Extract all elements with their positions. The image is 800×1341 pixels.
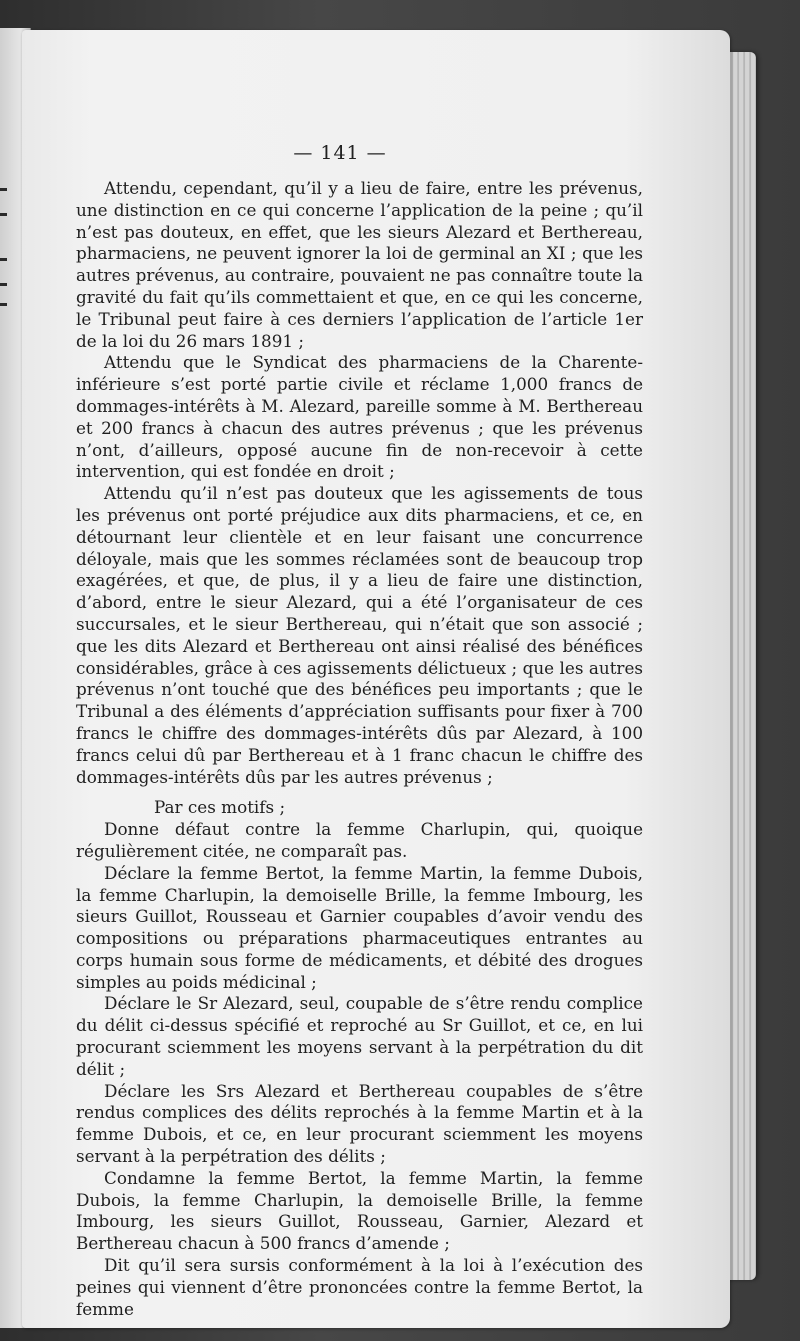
paragraph: Attendu, cependant, qu’il y a lieu de faire, entre les prévenus, une distinction en ce qui concerne l’application de la peine ; qu’il n’est pas douteux, en effet, que les sieurs Alezard et Berthereau, pharmaciens, ne peuvent ignorer la loi de germinal an XI ; que les autres prévenus, au contraire, pouvaient ne pas connaître toute la gravité du fait qu’ils commettaient et que, en ce qui les concerne, le Tribunal peut faire à ces derniers l’application de l’article 1er de la loi du 26 mars 1891 ; <box>76 178 643 351</box>
page-number: — 141 — <box>293 142 387 164</box>
previous-page-mark <box>0 213 7 216</box>
paragraph: Dit qu’il sera sursis conformément à la loi à l’exécution des peines qui viennent d’être prononcées contre la femme Bertot, la femme <box>76 1255 643 1319</box>
previous-page-mark <box>0 258 7 261</box>
paragraph: Donne défaut contre la femme Charlupin, qui, quoique régulièrement citée, ne comparaît pas. <box>76 819 643 861</box>
paragraph: Condamne la femme Bertot, la femme Martin, la femme Dubois, la femme Charlupin, la demoiselle Brille, la femme Imbourg, les sieurs Guillot, Rousseau, Garnier, Alezard et Berthereau chacun à 500 francs d’amende ; <box>76 1167 643 1254</box>
previous-page-mark <box>0 188 7 191</box>
previous-page-mark <box>0 303 7 306</box>
previous-page-mark <box>0 283 7 286</box>
paragraph: Déclare la femme Bertot, la femme Martin, la femme Dubois, la femme Charlupin, la demoiselle Brille, la femme Imbourg, les sieurs Guillot, Rousseau et Garnier coupables d’avoir vendu des compositions ou préparations pharmaceutiques entrantes au corps humain sous forme de médicaments, et débité des drogues simples au poids médicinal ; <box>76 862 643 992</box>
paragraph: Attendu qu’il n’est pas douteux que les agissements de tous les prévenus ont porté préjudice aux dits pharmaciens, et ce, en détournant leur clientèle et en leur faisant une concurrence déloyale, mais que les sommes réclamées sont de beaucoup trop exagérées, et que, de plus, il y a lieu de faire une distinction, d’abord, entre le sieur Alezard, qui a été l’organisateur de ces succursales, et le sieur Berthereau, qui n’était que son associé ; que les dits Alezard et Berthereau ont ainsi réalisé des bénéfices considérables, grâce à ces agissements délictueux ; que les autres prévenus n’ont touché que des bénéfices peu importants ; que le Tribunal a des éléments d’appréciation suffisants pour fixer à 700 francs le chiffre des dommages-intérêts dûs par Alezard, à 100 francs celui dû par Berthereau et à 1 franc chacun le chiffre des dommages-intérêts dûs par les autres prévenus ; <box>76 483 643 787</box>
paragraph: Attendu que le Syndicat des pharmaciens de la Charente-inférieure s’est porté partie civile et réclame 1,000 francs de dommages-intérêts à M. Alezard, pareille somme à M. Berthereau et 200 francs à chacun des autres prévenus ; que les prévenus n’ont, d’ailleurs, opposé aucune fin de non-recevoir à cette intervention, qui est fondée en droit ; <box>76 352 643 482</box>
body-text <box>76 178 643 1320</box>
paragraph: Déclare le Sr Alezard, seul, coupable de s’être rendu complice du délit ci-dessus spécifié et reproché au Sr Guillot, et ce, en lui procurant sciemment les moyens servant à la perpétration du dit délit ; <box>76 993 643 1079</box>
paragraph: Déclare les Srs Alezard et Berthereau coupables de s’être rendus complices des délits reprochés à la femme Martin et à la femme Dubois, et ce, en leur procurant sciemment les moyens servant à la perpétration des délits ; <box>76 1080 643 1167</box>
paragraph-heading: Par ces motifs ; <box>154 797 286 818</box>
